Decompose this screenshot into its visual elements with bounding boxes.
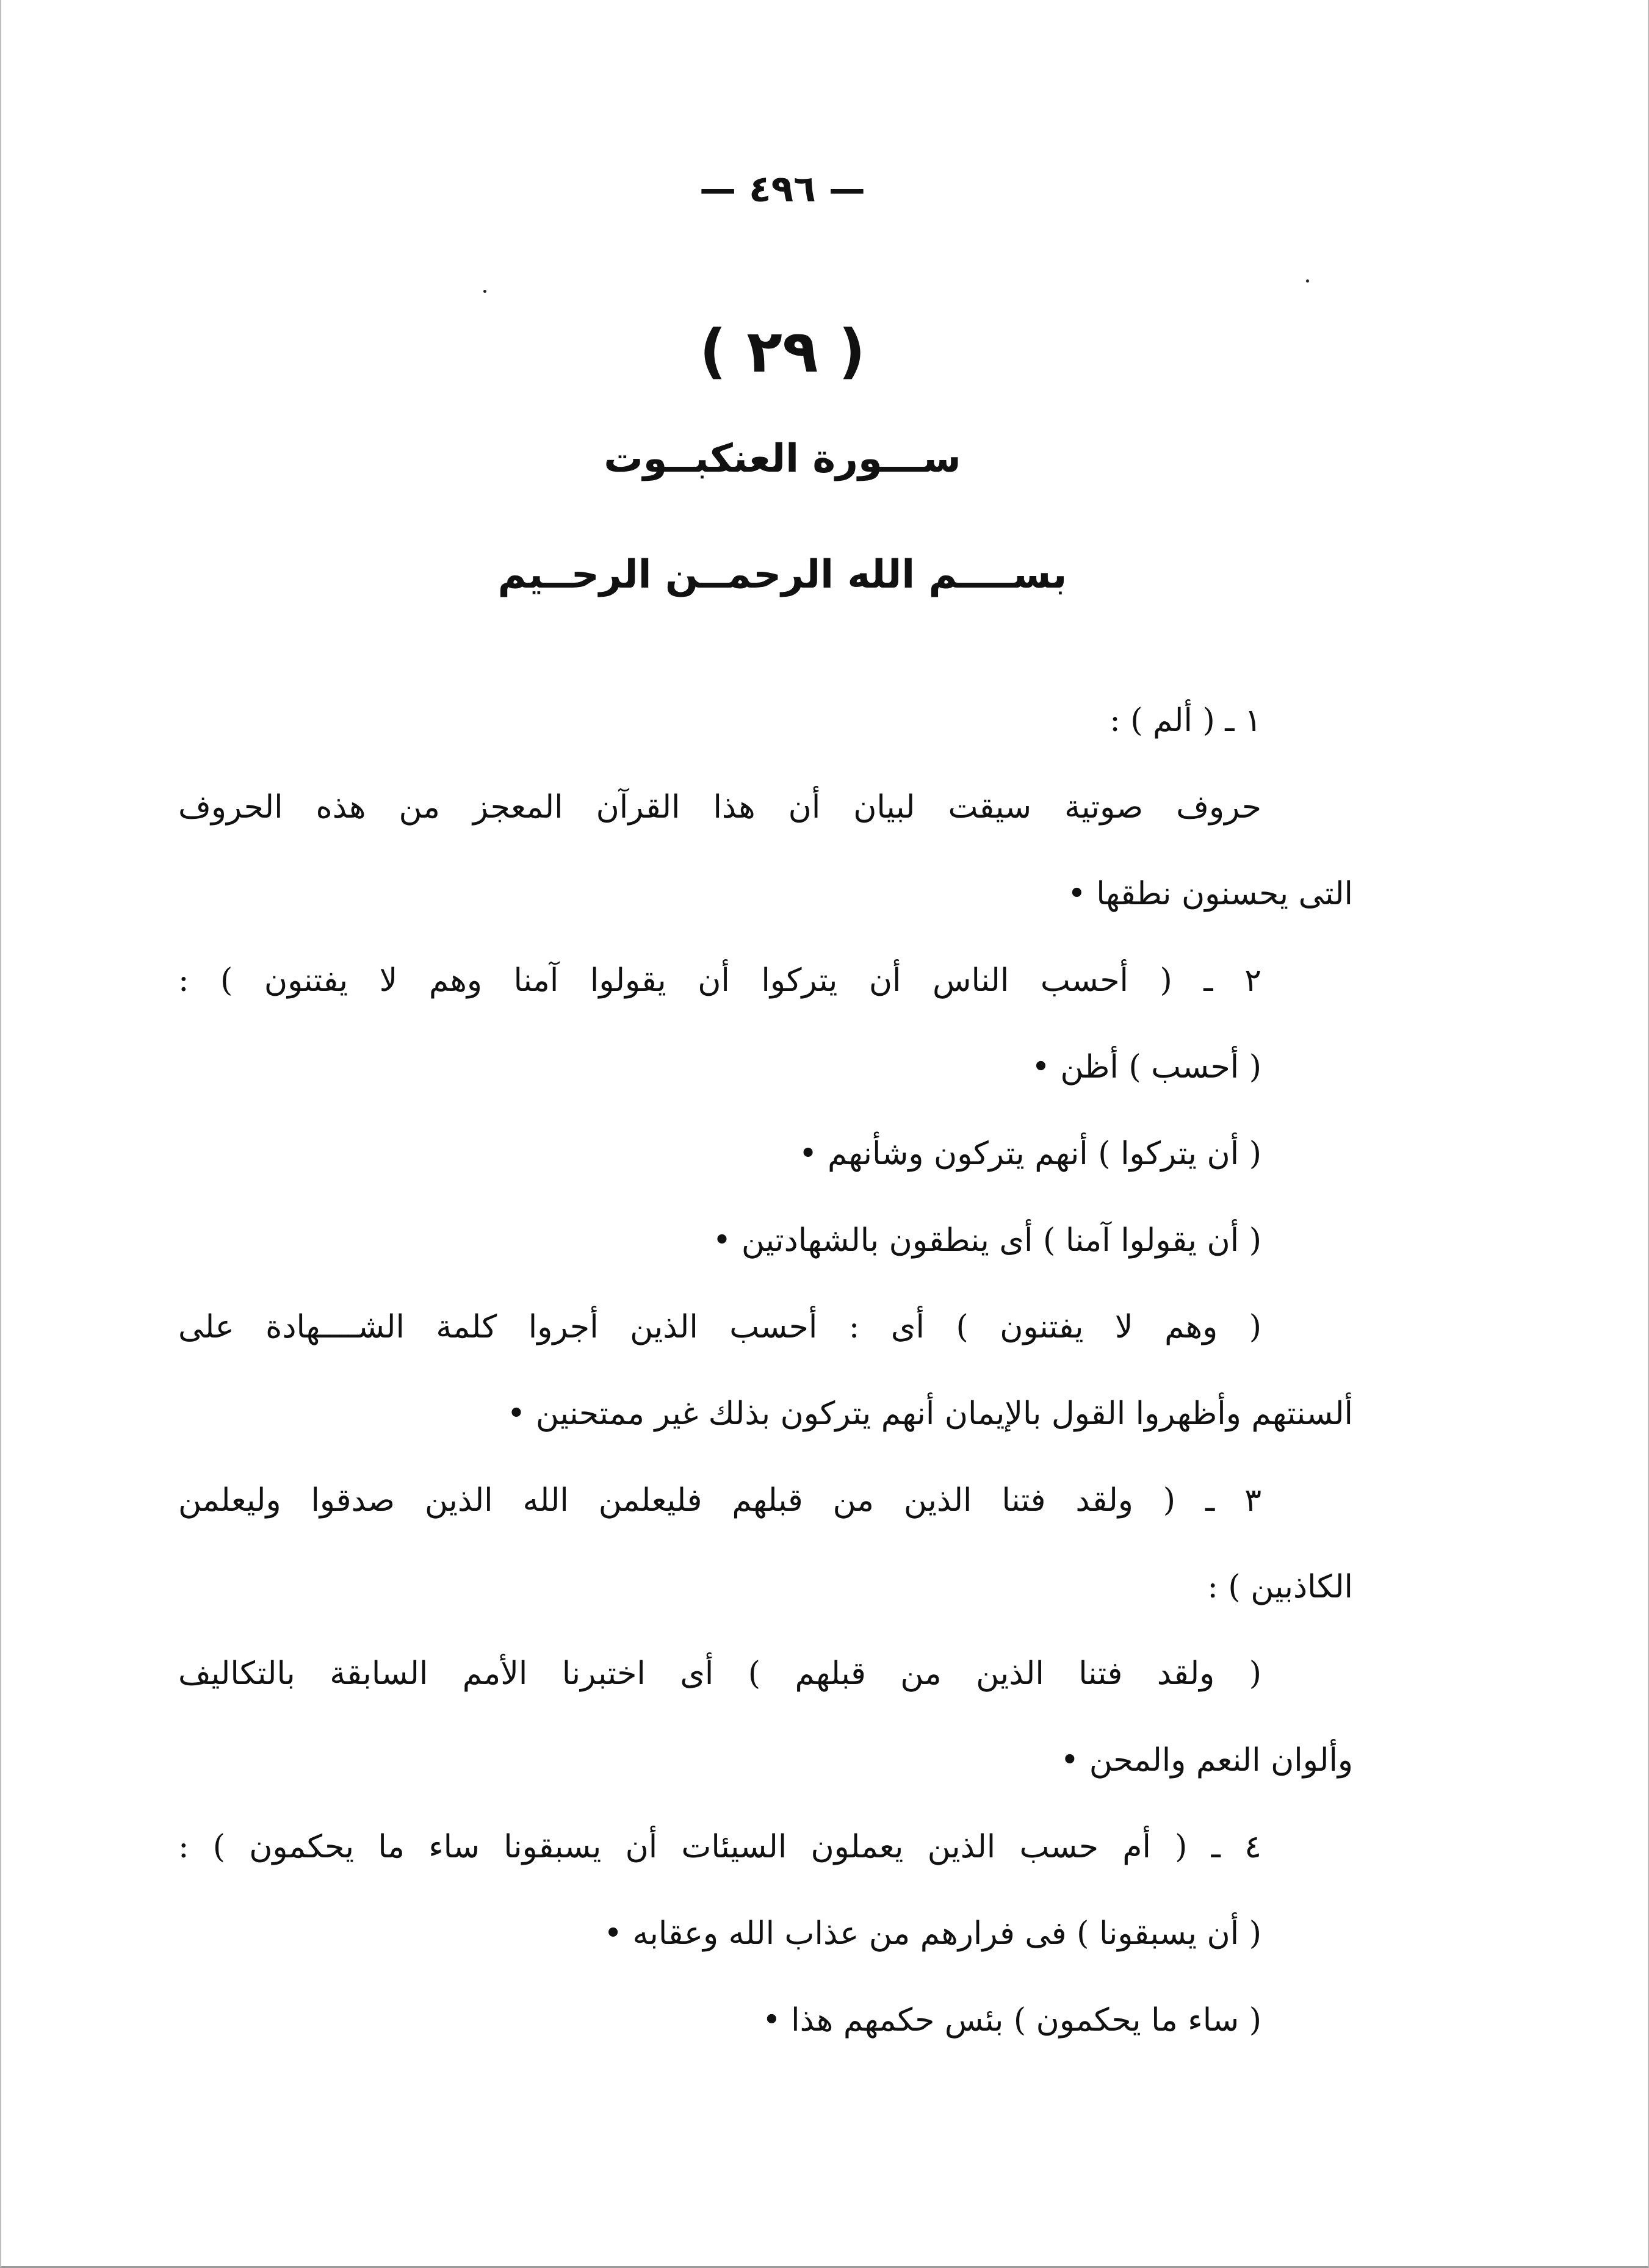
commentary-line: ألسنتهم وأظهروا القول بالإيمان أنهم يتركون بذلك غير ممتحنين •	[507, 1395, 1353, 1432]
commentary-line: ( أن يتركوا ) أنهم يتركون وشأنهم •	[798, 1136, 1261, 1172]
page-number: — ٤٩٦ —	[699, 168, 865, 211]
surah-title: ســـورة العنكبــوت	[604, 436, 961, 481]
commentary-line: ( أن يقولوا آمنا ) أى ينطقون بالشهادتين •	[712, 1222, 1261, 1259]
commentary-line: ( ولقد فتنا الذين من قبلهم ) أى اختبرنا الأمم السابقة بالتكاليف	[178, 1655, 1261, 1692]
commentary-line: ( وهم لا يفتنون ) أى : أحسب الذين أجروا كلمة الشــــهادة على	[178, 1309, 1261, 1345]
commentary-line: التى يحسنون نطقها •	[1067, 876, 1353, 912]
commentary-line: ( ساء ما يحكمون ) بئس حكمهم هذا •	[762, 2002, 1261, 2039]
commentary-line: ( أحسب ) أظن •	[1031, 1049, 1261, 1085]
verse-heading-4: ٤ ـ ( أم حسب الذين يعملون السيئات أن يسبقونا ساء ما يحكمون ) :	[178, 1829, 1261, 1865]
verse-heading-1: ١ ـ ( ألم ) :	[1110, 702, 1261, 739]
commentary-line: ( أن يسبقونا ) فى فرارهم من عذاب الله وعقابه •	[604, 1915, 1261, 1952]
commentary-body	[178, 677, 1353, 2064]
commentary-line: وألوان النعم والمحن •	[1060, 1742, 1353, 1779]
chapter-number: ( ٢٩ )	[699, 317, 865, 386]
verse-heading-3-continued: الكاذبين ) :	[1207, 1569, 1353, 1605]
scan-speck	[483, 290, 486, 293]
commentary-line: حروف صوتية سيقت لبيان أن هذا القرآن المعجز من هذه الحروف	[178, 789, 1261, 826]
verse-heading-2: ٢ ـ ( أحسب الناس أن يتركوا أن يقولوا آمنا وهم لا يفتنون ) :	[178, 962, 1261, 999]
scan-speck	[1306, 279, 1309, 283]
basmala: بســــم الله الرحمــن الرحــيم	[497, 552, 1067, 597]
verse-heading-3: ٣ ـ ( ولقد فتنا الذين من قبلهم فليعلمن الله الذين صدقوا وليعلمن	[178, 1482, 1261, 1519]
